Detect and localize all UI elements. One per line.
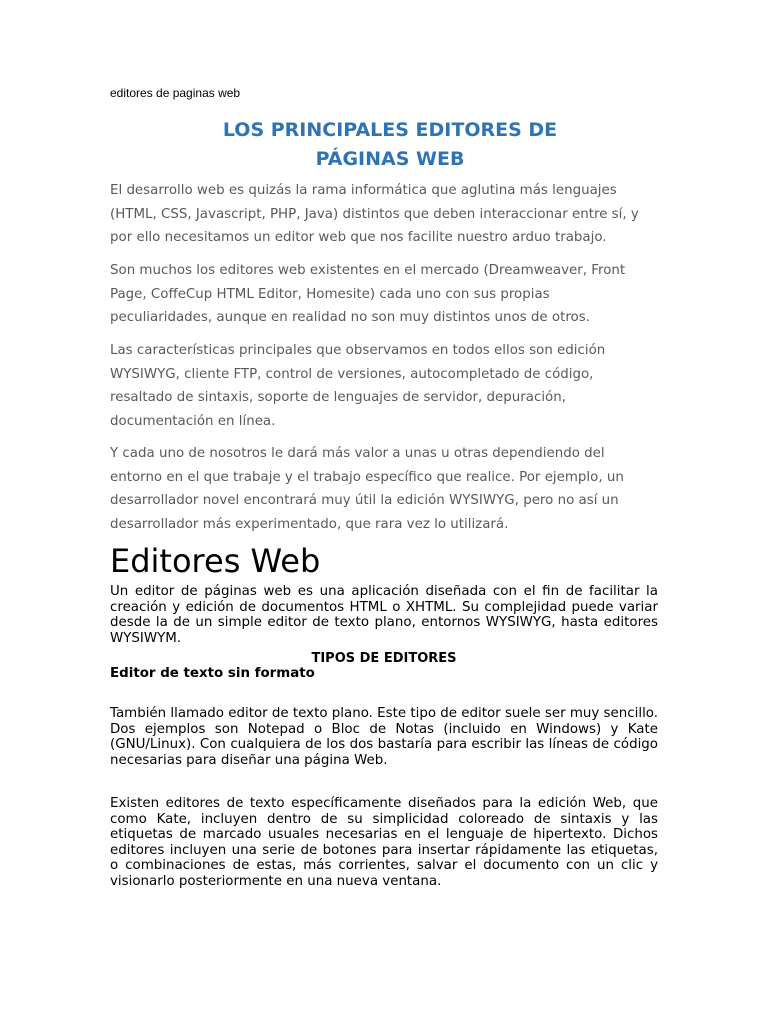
body-paragraph: Existen editores de texto específicamente diseñados para la edición Web, que como Kate, incluyen dentro de su simplicidad coloreado de sintaxis y las etiquetas de marcado usuales necesarias en el lenguaje de hipertexto. Dichos editores incluyen una serie de botones para insertar rápidamente las etiquetas, o combinaciones de estas, más corrientes, salvar el documento con un clic y visionarlo posteriormente en una nueva ventana. (110, 796, 658, 889)
types-heading: TIPOS DE EDITORES (311, 651, 457, 666)
intro-paragraph: Son muchos los editores web existentes en el mercado (Dreamweaver, Front Page, CoffeCup HTML Editor, Homesite) cada uno con sus propias peculiaridades, aunque en realidad no son muy distintos unos de otros. (110, 263, 626, 325)
section-heading: Editores Web (110, 542, 321, 580)
section-paragraph: Un editor de páginas web es una aplicación diseñada con el fin de facilitar la creación y edición de documentos HTML o XHTML. Su complejidad puede variar desde la de un simple editor de texto plano, entornos WYSIWYG, hasta editores WYSIWYM. (110, 584, 658, 646)
body-paragraph: También llamado editor de texto plano. Este tipo de editor suele ser muy sencillo. Dos ejemplos son Notepad o Bloc de Notas (incluido en Windows) y Kate (GNU/Linux). Con cualquiera de los dos bastaría para escribir las líneas de código necesarias para diseñar una página Web. (110, 706, 658, 768)
page-title (150, 116, 630, 174)
intro-paragraph: Las características principales que observamos en todos ellos son edición WYSIWYG, cliente FTP, control de versiones, autocompletado de código, resaltado de sintaxis, soporte de lenguajes de servidor, depuración, documentación en línea. (110, 343, 606, 429)
page-title-line-1: LOS PRINCIPALES EDITORES DE (222, 119, 558, 141)
intro-paragraph: Y cada uno de nosotros le dará más valor a unas u otras dependiendo del entorno en el que trabaje y el trabajo específico que realice. Por ejemplo, un desarrollador novel encontrará muy útil la edición WYSIWYG, pero no así un desarrollador más experimentado, que rara vez lo utilizará. (110, 446, 624, 532)
page-title-line-2: PÁGINAS WEB (315, 148, 465, 170)
intro-paragraph: El desarrollo web es quizás la rama informática que aglutina más lenguajes (HTML, CSS, Javascript, PHP, Java) distintos que deben interaccionar entre sí, y por ello necesitamos un editor web que nos facilite nuestro arduo trabajo. (110, 183, 639, 245)
subsection-heading: Editor de texto sin formato (110, 666, 315, 681)
document-header: editores de paginas web (110, 86, 241, 100)
